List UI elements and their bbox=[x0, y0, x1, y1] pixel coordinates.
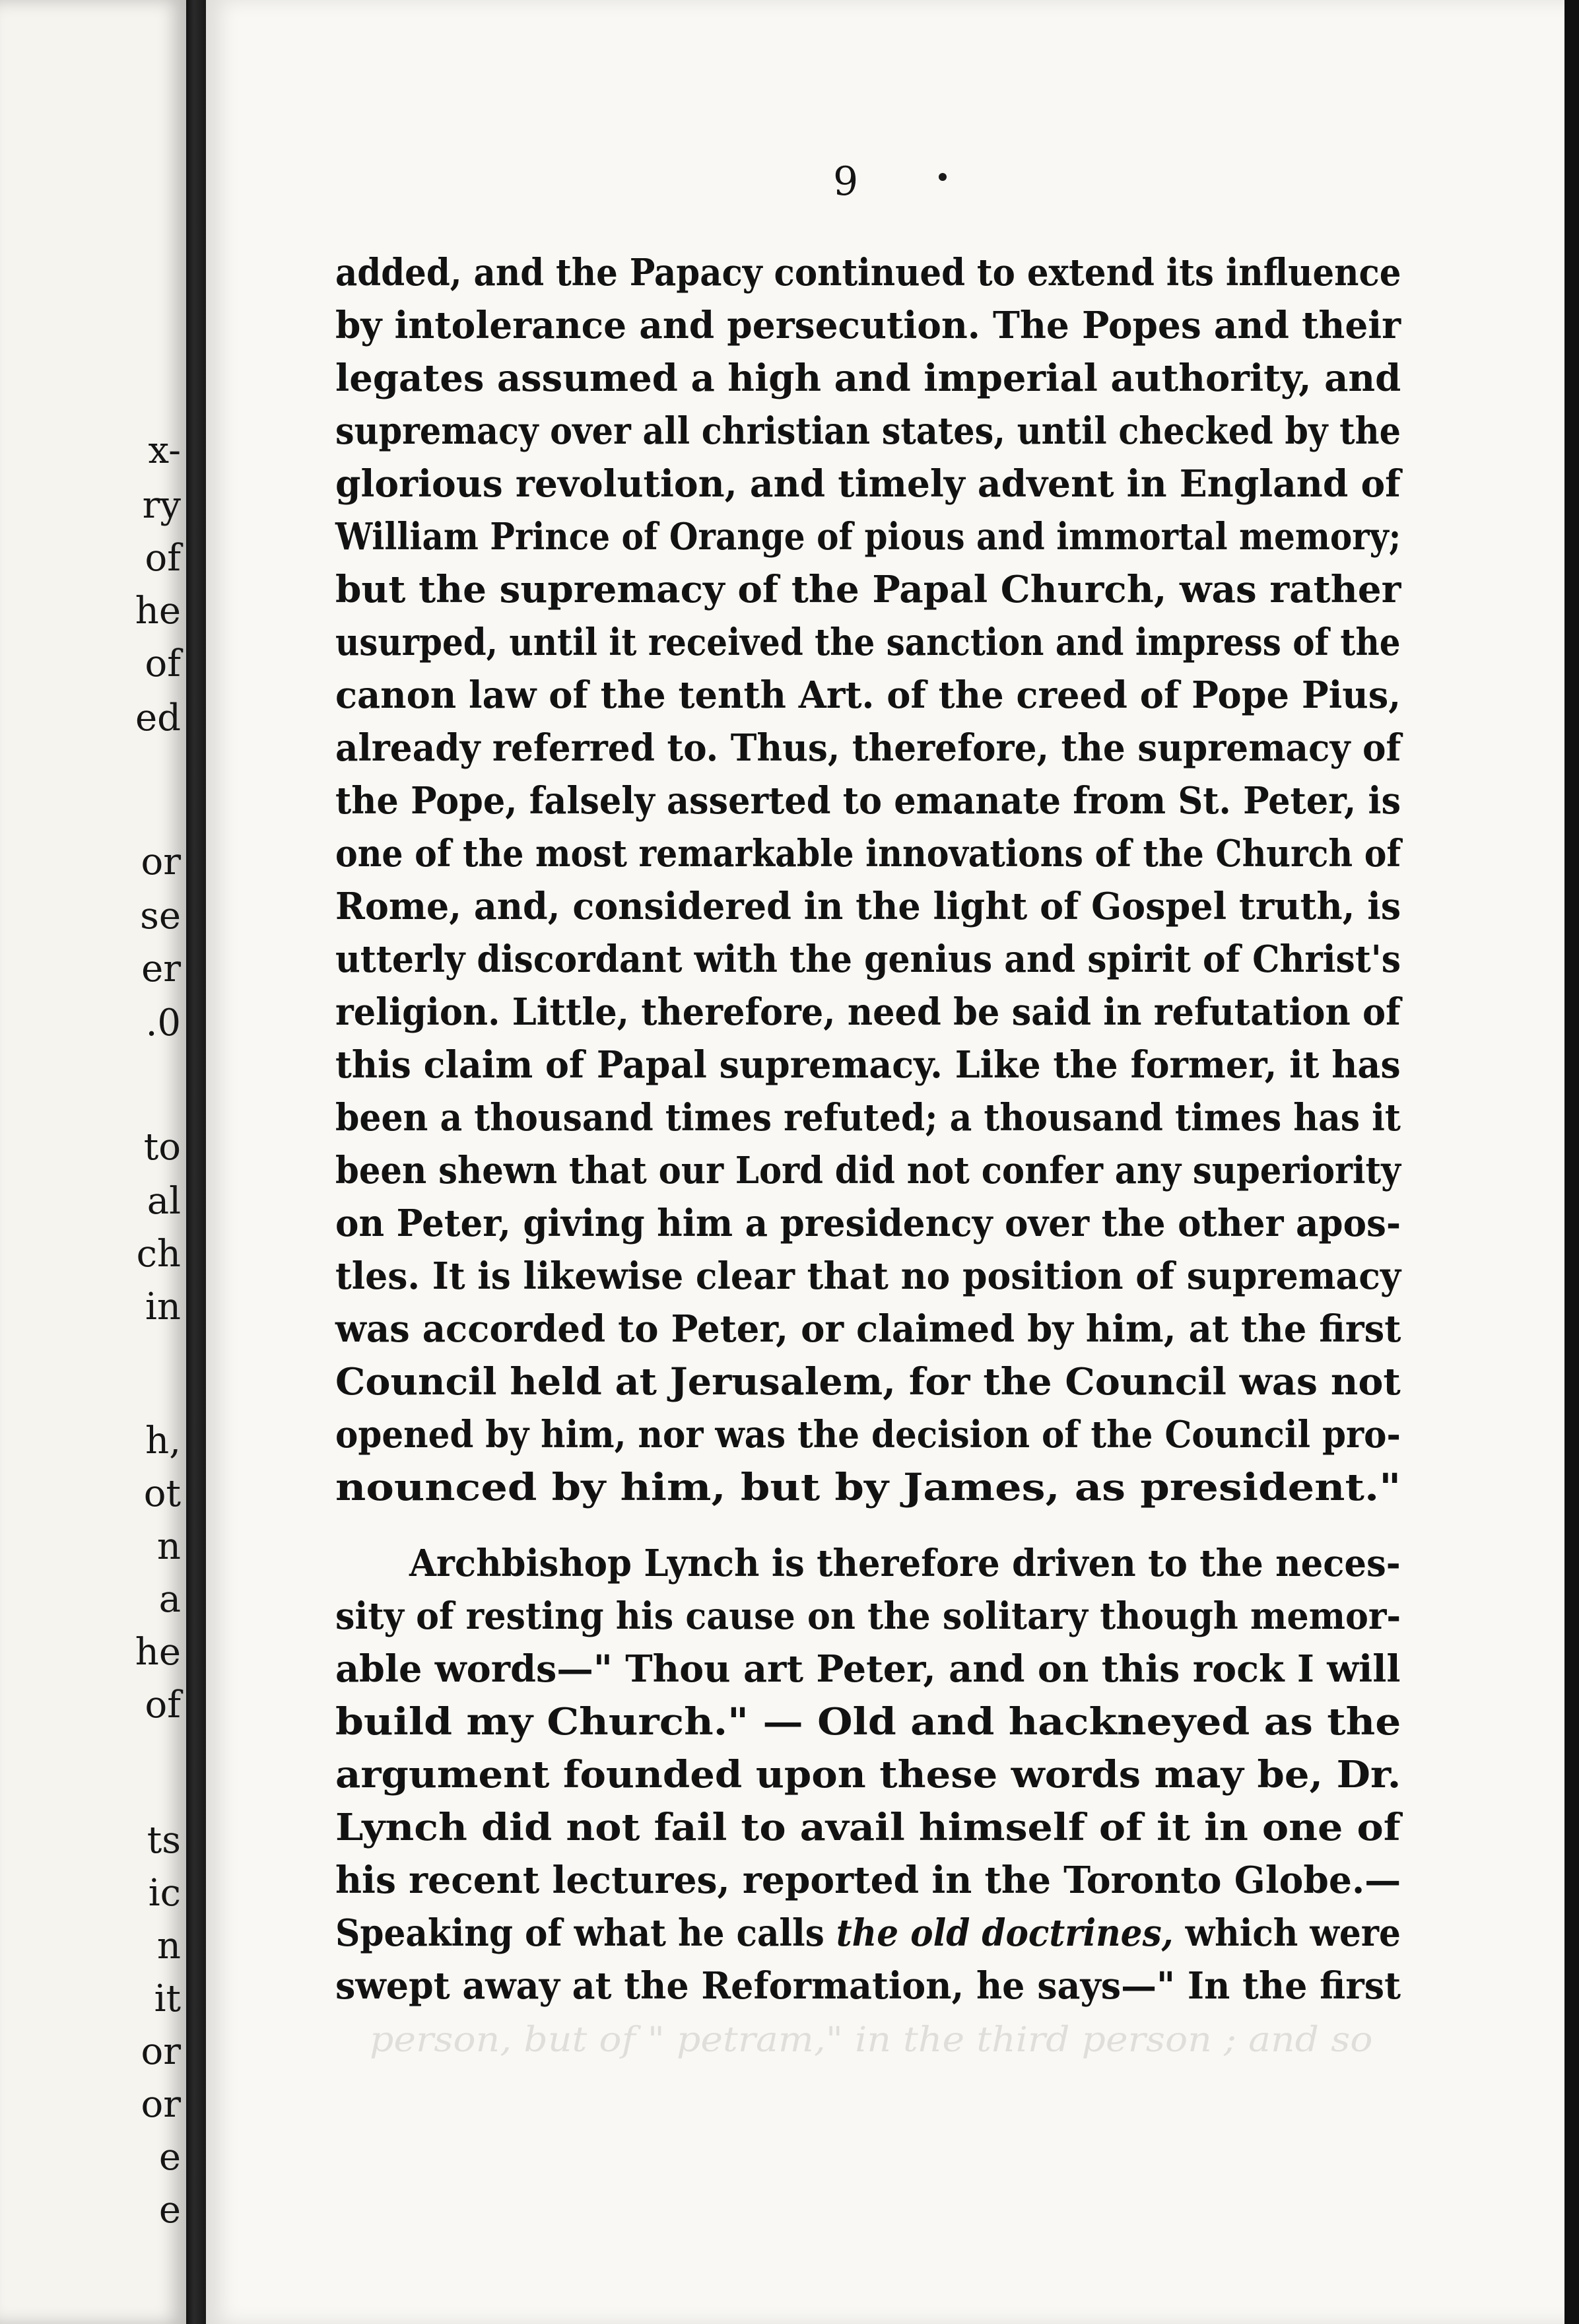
left-page-fragment: ic bbox=[148, 1872, 181, 1915]
text-line: Archbishop Lynch is therefore driven to the neces- bbox=[409, 1542, 1401, 1585]
left-page-fragment: n bbox=[156, 1525, 181, 1568]
text-line: William Prince of Orange of pious and immortal memory; bbox=[335, 515, 1401, 559]
text-segment: which were bbox=[1173, 1911, 1401, 1955]
text-line: glorious revolution, and timely advent in England of bbox=[335, 462, 1401, 506]
text-line: usurped, until it received the sanction and impress of the bbox=[335, 621, 1401, 664]
text-line: was accorded to Peter, or claimed by him, at the first bbox=[335, 1307, 1401, 1351]
left-page-fragment: he bbox=[135, 1631, 181, 1674]
text-line: Lynch did not fail to avail himself of it in one of bbox=[335, 1806, 1401, 1849]
text-line: Rome, and, considered in the light of Gospel truth, is bbox=[335, 885, 1401, 928]
left-page-fragment: ch bbox=[136, 1233, 181, 1276]
text-line: this claim of Papal supremacy. Like the former, it has bbox=[335, 1043, 1401, 1087]
left-page-fragment: se bbox=[140, 895, 181, 938]
text-line: argument founded upon these words may be, Dr. bbox=[335, 1753, 1401, 1796]
left-page-fragment: er bbox=[141, 947, 181, 990]
printer-mark bbox=[939, 173, 947, 181]
italic-phrase: the old doctrines, bbox=[836, 1911, 1174, 1955]
left-page bbox=[0, 0, 186, 2324]
text-line: canon law of the tenth Art. of the creed of Pope Pius, bbox=[335, 673, 1401, 717]
left-page-fragment: a bbox=[158, 1578, 181, 1621]
text-line bbox=[335, 1911, 1401, 1955]
left-page-fragment: al bbox=[147, 1180, 181, 1223]
left-page-fragment: .0 bbox=[145, 1002, 181, 1044]
left-page-fragment: it bbox=[154, 1977, 181, 2020]
text-line: build my Church." — Old and hackneyed as the bbox=[335, 1700, 1401, 1744]
text-line: able words—" Thou art Peter, and on this rock I will bbox=[335, 1647, 1401, 1691]
text-line: by intolerance and persecution. The Popes and their bbox=[335, 304, 1401, 347]
left-page-fragment: he bbox=[135, 590, 181, 632]
left-page-fragment: h, bbox=[145, 1419, 181, 1462]
text-line: Council held at Jerusalem, for the Council was not bbox=[335, 1360, 1401, 1404]
text-line: nounced by him, but by James, as president." bbox=[335, 1466, 1401, 1509]
text-line: opened by him, nor was the decision of the Council pro- bbox=[335, 1413, 1401, 1456]
left-page-fragment: of bbox=[145, 642, 181, 685]
left-page-fragment: to bbox=[143, 1126, 181, 1169]
left-page-fragment: e bbox=[158, 2189, 181, 2232]
left-page-fragment: ot bbox=[143, 1472, 181, 1515]
text-line: been a thousand times refuted; a thousand times has it bbox=[335, 1096, 1401, 1140]
text-line: added, and the Papacy continued to extend its influence bbox=[335, 251, 1401, 294]
text-segment: Speaking of what he calls bbox=[335, 1911, 836, 1955]
left-page-fragment: or bbox=[141, 2083, 181, 2126]
left-page-fragment: n bbox=[156, 1925, 181, 1967]
text-line: already referred to. Thus, therefore, the supremacy of bbox=[335, 726, 1401, 770]
text-line: the Pope, falsely asserted to emanate from St. Peter, is bbox=[335, 779, 1401, 823]
text-line: supremacy over all christian states, until checked by the bbox=[335, 409, 1401, 453]
left-page-fragment: of bbox=[145, 537, 181, 580]
text-line: but the supremacy of the Papal Church, was rather bbox=[335, 568, 1401, 611]
left-page-fragment: e bbox=[158, 2136, 181, 2179]
text-line: on Peter, giving him a presidency over the other apos- bbox=[335, 1202, 1401, 1245]
left-page-fragment: ed bbox=[135, 697, 181, 739]
bleed-through-text: person, but of " petram," in the third person ; and so bbox=[370, 2020, 1373, 2060]
book-gutter bbox=[186, 0, 206, 2324]
text-line: his recent lectures, reported in the Toronto Globe.— bbox=[335, 1859, 1401, 1902]
text-line: religion. Little, therefore, need be said in refutation of bbox=[335, 990, 1401, 1034]
left-page-fragment: or bbox=[141, 840, 181, 883]
text-line: legates assumed a high and imperial authority, and bbox=[335, 357, 1401, 400]
text-line: tles. It is likewise clear that no position of supremacy bbox=[335, 1254, 1401, 1298]
text-line: one of the most remarkable innovations of the Church of bbox=[335, 832, 1401, 875]
page-number: 9 bbox=[833, 158, 859, 205]
left-page-fragment: ry bbox=[142, 484, 181, 527]
text-line: swept away at the Reformation, he says—" In the first bbox=[335, 1964, 1401, 2008]
text-line: been shewn that our Lord did not confer any superiority bbox=[335, 1149, 1401, 1192]
left-page-fragment: or bbox=[141, 2030, 181, 2073]
left-page-fragment: x- bbox=[148, 429, 181, 472]
left-page-fragment: of bbox=[145, 1684, 181, 1726]
text-line: utterly discordant with the genius and spirit of Christ's bbox=[335, 938, 1401, 981]
text-line: sity of resting his cause on the solitary though memor- bbox=[335, 1594, 1401, 1638]
left-page-fragment: in bbox=[145, 1285, 181, 1328]
page-edge bbox=[1564, 0, 1579, 2324]
left-page-fragment: ts bbox=[147, 1819, 181, 1862]
